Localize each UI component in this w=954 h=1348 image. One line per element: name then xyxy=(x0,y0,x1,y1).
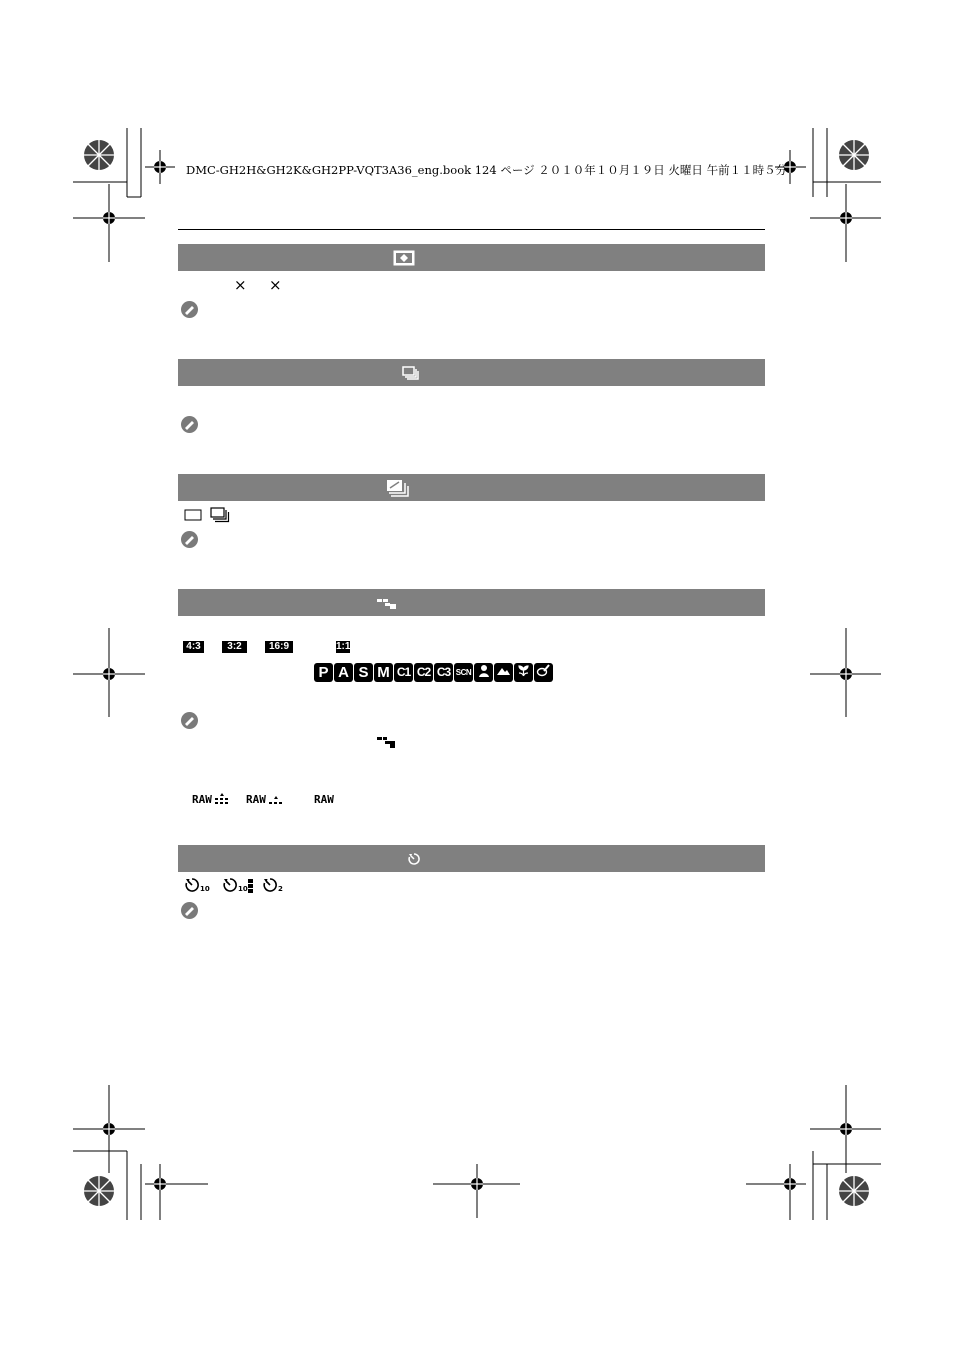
section-bar-burst xyxy=(178,359,765,386)
header-rule xyxy=(178,229,765,230)
note-icon xyxy=(181,416,198,433)
section-bar-bracket xyxy=(178,474,765,501)
mode-m-icon: M xyxy=(374,663,393,682)
timer-10s-sub: 10 xyxy=(200,885,210,893)
raw-only-label: RAW xyxy=(314,793,334,806)
mode-c1-icon: C1 xyxy=(394,663,413,682)
ratio-3-2-icon: 3:2 xyxy=(222,641,247,653)
timer-10s-icon xyxy=(184,877,210,893)
note-icon xyxy=(181,712,198,729)
self-timer-icon xyxy=(407,845,421,872)
note-icon xyxy=(181,902,198,919)
section-bar-self-timer xyxy=(178,845,765,872)
aspect-ratio-icon xyxy=(377,735,397,749)
bracket-icon xyxy=(386,474,410,501)
note-icon xyxy=(181,531,198,548)
mode-creative-control-icon xyxy=(534,663,553,682)
mode-c2-icon: C2 xyxy=(414,663,433,682)
mode-dial-icons xyxy=(314,663,553,682)
burst-icon xyxy=(402,359,420,386)
quality-fine-icon xyxy=(214,793,230,806)
mode-c3-icon: C3 xyxy=(434,663,453,682)
print-header: DMC-GH2H&GH2K&GH2PP-VQT3A36_eng.book 124 ページ ２０１０年１０月１９日 火曜日 午前１１時５分 xyxy=(186,163,788,177)
timer-2s-sub: 2 xyxy=(278,885,283,893)
section-bar-aspect-ratio xyxy=(178,589,765,616)
note-icon xyxy=(181,301,198,318)
mode-closeup-icon xyxy=(514,663,533,682)
timer-10s-burst-icon xyxy=(222,877,253,893)
mode-portrait-icon xyxy=(474,663,493,682)
ratio-1-1-icon: 1:1 xyxy=(336,641,351,652)
aspect-frame-icon xyxy=(393,244,415,271)
timer-2s-icon xyxy=(262,877,283,893)
mode-a-icon: A xyxy=(334,663,353,682)
ratio-4-3-icon: 4:3 xyxy=(183,641,204,653)
cross-mark: × xyxy=(269,276,282,294)
mode-p-icon: P xyxy=(314,663,333,682)
single-frame-icon xyxy=(184,509,202,521)
mode-scn-icon: SCN xyxy=(454,663,473,682)
quality-standard-icon xyxy=(268,793,284,806)
mode-scenery-icon xyxy=(494,663,513,682)
aspect-ratio-icon xyxy=(376,589,398,616)
mode-s-icon: S xyxy=(354,663,373,682)
ratio-16-9-icon: 16:9 xyxy=(265,641,293,653)
raw-standard-label: RAW xyxy=(246,793,266,806)
raw-fine-label: RAW xyxy=(192,793,212,806)
burst-icon xyxy=(210,507,230,523)
cross-mark: × xyxy=(234,276,247,294)
section-bar-aspect-frame xyxy=(178,244,765,271)
timer-10s-burst-sub: 10 xyxy=(238,885,248,893)
